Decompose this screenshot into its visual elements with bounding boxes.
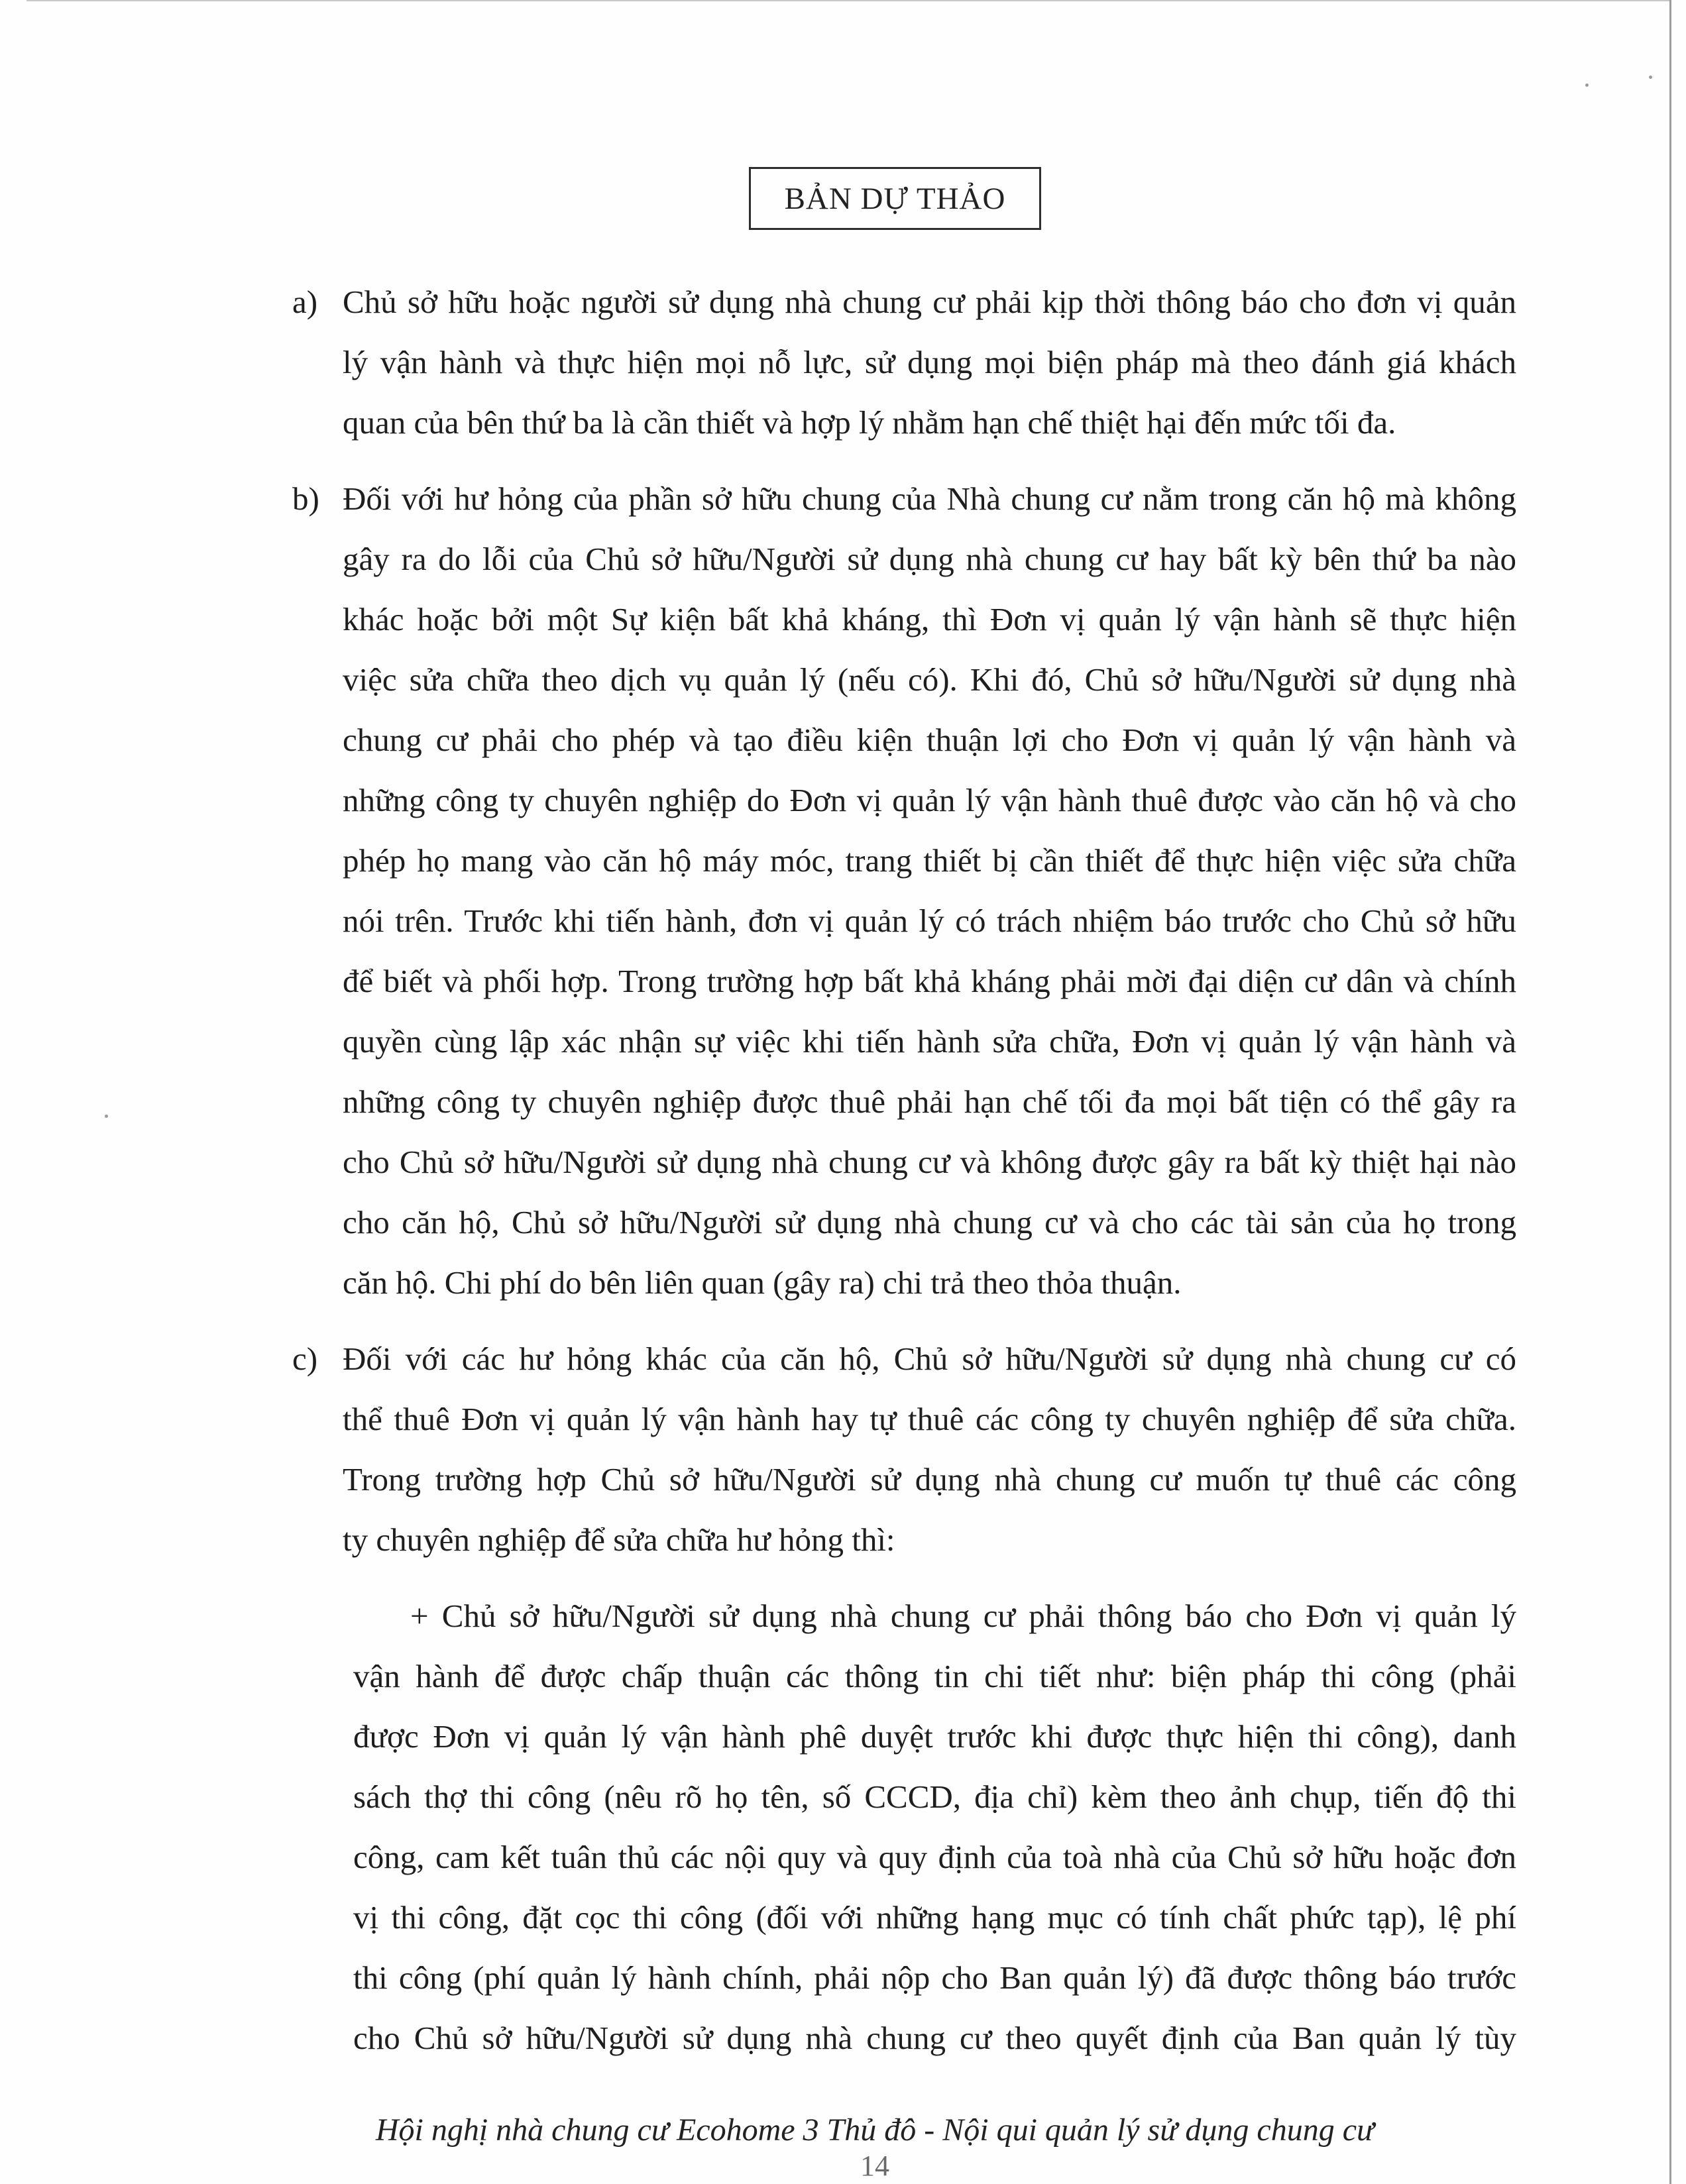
text-line: sách thợ thi công (nêu rõ họ tên, số CCCD, địa chỉ) kèm theo ảnh chụp, tiến độ thi [353, 1778, 1516, 1815]
text-line: chung cư phải cho phép và tạo điều kiện thuận lợi cho Đơn vị quản lý vận hành và [343, 722, 1516, 758]
draft-stamp-label: BẢN DỰ THẢO [784, 181, 1006, 216]
scan-speck [105, 1115, 108, 1118]
page-footer-title: Hội nghị nhà chung cư Ecohome 3 Thủ đô - Nội qui quản lý sử dụng chung cư [375, 2112, 1375, 2148]
text-line: lý vận hành và thực hiện mọi nỗ lực, sử dụng mọi biện pháp mà theo đánh giá khách [343, 344, 1516, 380]
text-line: + Chủ sở hữu/Người sử dụng nhà chung cư phải thông báo cho Đơn vị quản lý [410, 1598, 1516, 1634]
text-line: vị thi công, đặt cọc thi công (đối với những hạng mục có tính chất phức tạp), lệ phí [353, 1899, 1516, 1936]
clause-b [292, 468, 1516, 1313]
text-line: nói trên. Trước khi tiến hành, đơn vị quản lý có trách nhiệm báo trước cho Chủ sở hữu [343, 902, 1516, 939]
clause-label: b) [292, 480, 319, 517]
text-line: Trong trường hợp Chủ sở hữu/Người sử dụng nhà chung cư muốn tự thuê các công [343, 1461, 1516, 1498]
page-edge-right [1669, 0, 1671, 2184]
text-line: quan của bên thứ ba là cần thiết và hợp lý nhằm hạn chế thiệt hại đến mức tối đa. [343, 404, 1396, 441]
text-line: quyền cùng lập xác nhận sự việc khi tiến hành sửa chữa, Đơn vị quản lý vận hành và [343, 1023, 1516, 1060]
sub-clause [353, 1586, 1516, 2068]
text-line: thể thuê Đơn vị quản lý vận hành hay tự thuê các công ty chuyên nghiệp để sửa chữa. [343, 1401, 1516, 1437]
page-number: 14 [860, 2150, 889, 2182]
page-edge-top [27, 0, 1669, 1]
text-line: ty chuyên nghiệp để sửa chữa hư hỏng thì: [343, 1521, 895, 1558]
scan-speck [1585, 83, 1589, 87]
text-line: cho Chủ sở hữu/Người sử dụng nhà chung cư và không được gây ra bất kỳ thiệt hại nào [343, 1144, 1516, 1180]
text-line: việc sửa chữa theo dịch vụ quản lý (nếu có). Khi đó, Chủ sở hữu/Người sử dụng nhà [343, 661, 1516, 698]
text-line: để biết và phối hợp. Trong trường hợp bất khả kháng phải mời đại diện cư dân và chính [343, 963, 1516, 999]
text-line: những công ty chuyên nghiệp được thuê phải hạn chế tối đa mọi bất tiện có thể gây ra [343, 1083, 1516, 1120]
document-body [292, 272, 1516, 2068]
text-line: Chủ sở hữu hoặc người sử dụng nhà chung cư phải kịp thời thông báo cho đơn vị quản [343, 284, 1516, 320]
text-line: gây ra do lỗi của Chủ sở hữu/Người sử dụng nhà chung cư hay bất kỳ bên thứ ba nào [343, 541, 1516, 577]
text-line: căn hộ. Chi phí do bên liên quan (gây ra) chi trả theo thỏa thuận. [343, 1264, 1182, 1301]
text-line: cho Chủ sở hữu/Người sử dụng nhà chung cư theo quyết định của Ban quản lý tùy [353, 2020, 1516, 2056]
text-line: khác hoặc bởi một Sự kiện bất khả kháng, thì Đơn vị quản lý vận hành sẽ thực hiện [343, 601, 1516, 637]
draft-stamp [749, 167, 1041, 230]
text-line: Đối với hư hỏng của phần sở hữu chung của Nhà chung cư nằm trong căn hộ mà không [343, 480, 1516, 517]
text-line: cho căn hộ, Chủ sở hữu/Người sử dụng nhà chung cư và cho các tài sản của họ trong [343, 1204, 1516, 1240]
clause-label: a) [292, 284, 318, 320]
text-line: vận hành để được chấp thuận các thông tin chi tiết như: biện pháp thi công (phải [353, 1658, 1516, 1694]
text-line: thi công (phí quản lý hành chính, phải nộp cho Ban quản lý) đã được thông báo trước [353, 1959, 1516, 1996]
text-line: những công ty chuyên nghiệp do Đơn vị quản lý vận hành thuê được vào căn hộ và cho [343, 782, 1516, 818]
clause-c [292, 1329, 1516, 1570]
scan-speck [1649, 76, 1652, 79]
clause-label: c) [292, 1340, 318, 1377]
text-line: Đối với các hư hỏng khác của căn hộ, Chủ sở hữu/Người sử dụng nhà chung cư có [343, 1340, 1516, 1377]
text-line: công, cam kết tuân thủ các nội quy và quy định của toà nhà của Chủ sở hữu hoặc đơn [353, 1839, 1516, 1875]
clause-a [292, 272, 1516, 453]
text-line: phép họ mang vào căn hộ máy móc, trang thiết bị cần thiết để thực hiện việc sửa chữa [343, 842, 1516, 879]
text-line: được Đơn vị quản lý vận hành phê duyệt trước khi được thực hiện thi công), danh [353, 1718, 1516, 1755]
